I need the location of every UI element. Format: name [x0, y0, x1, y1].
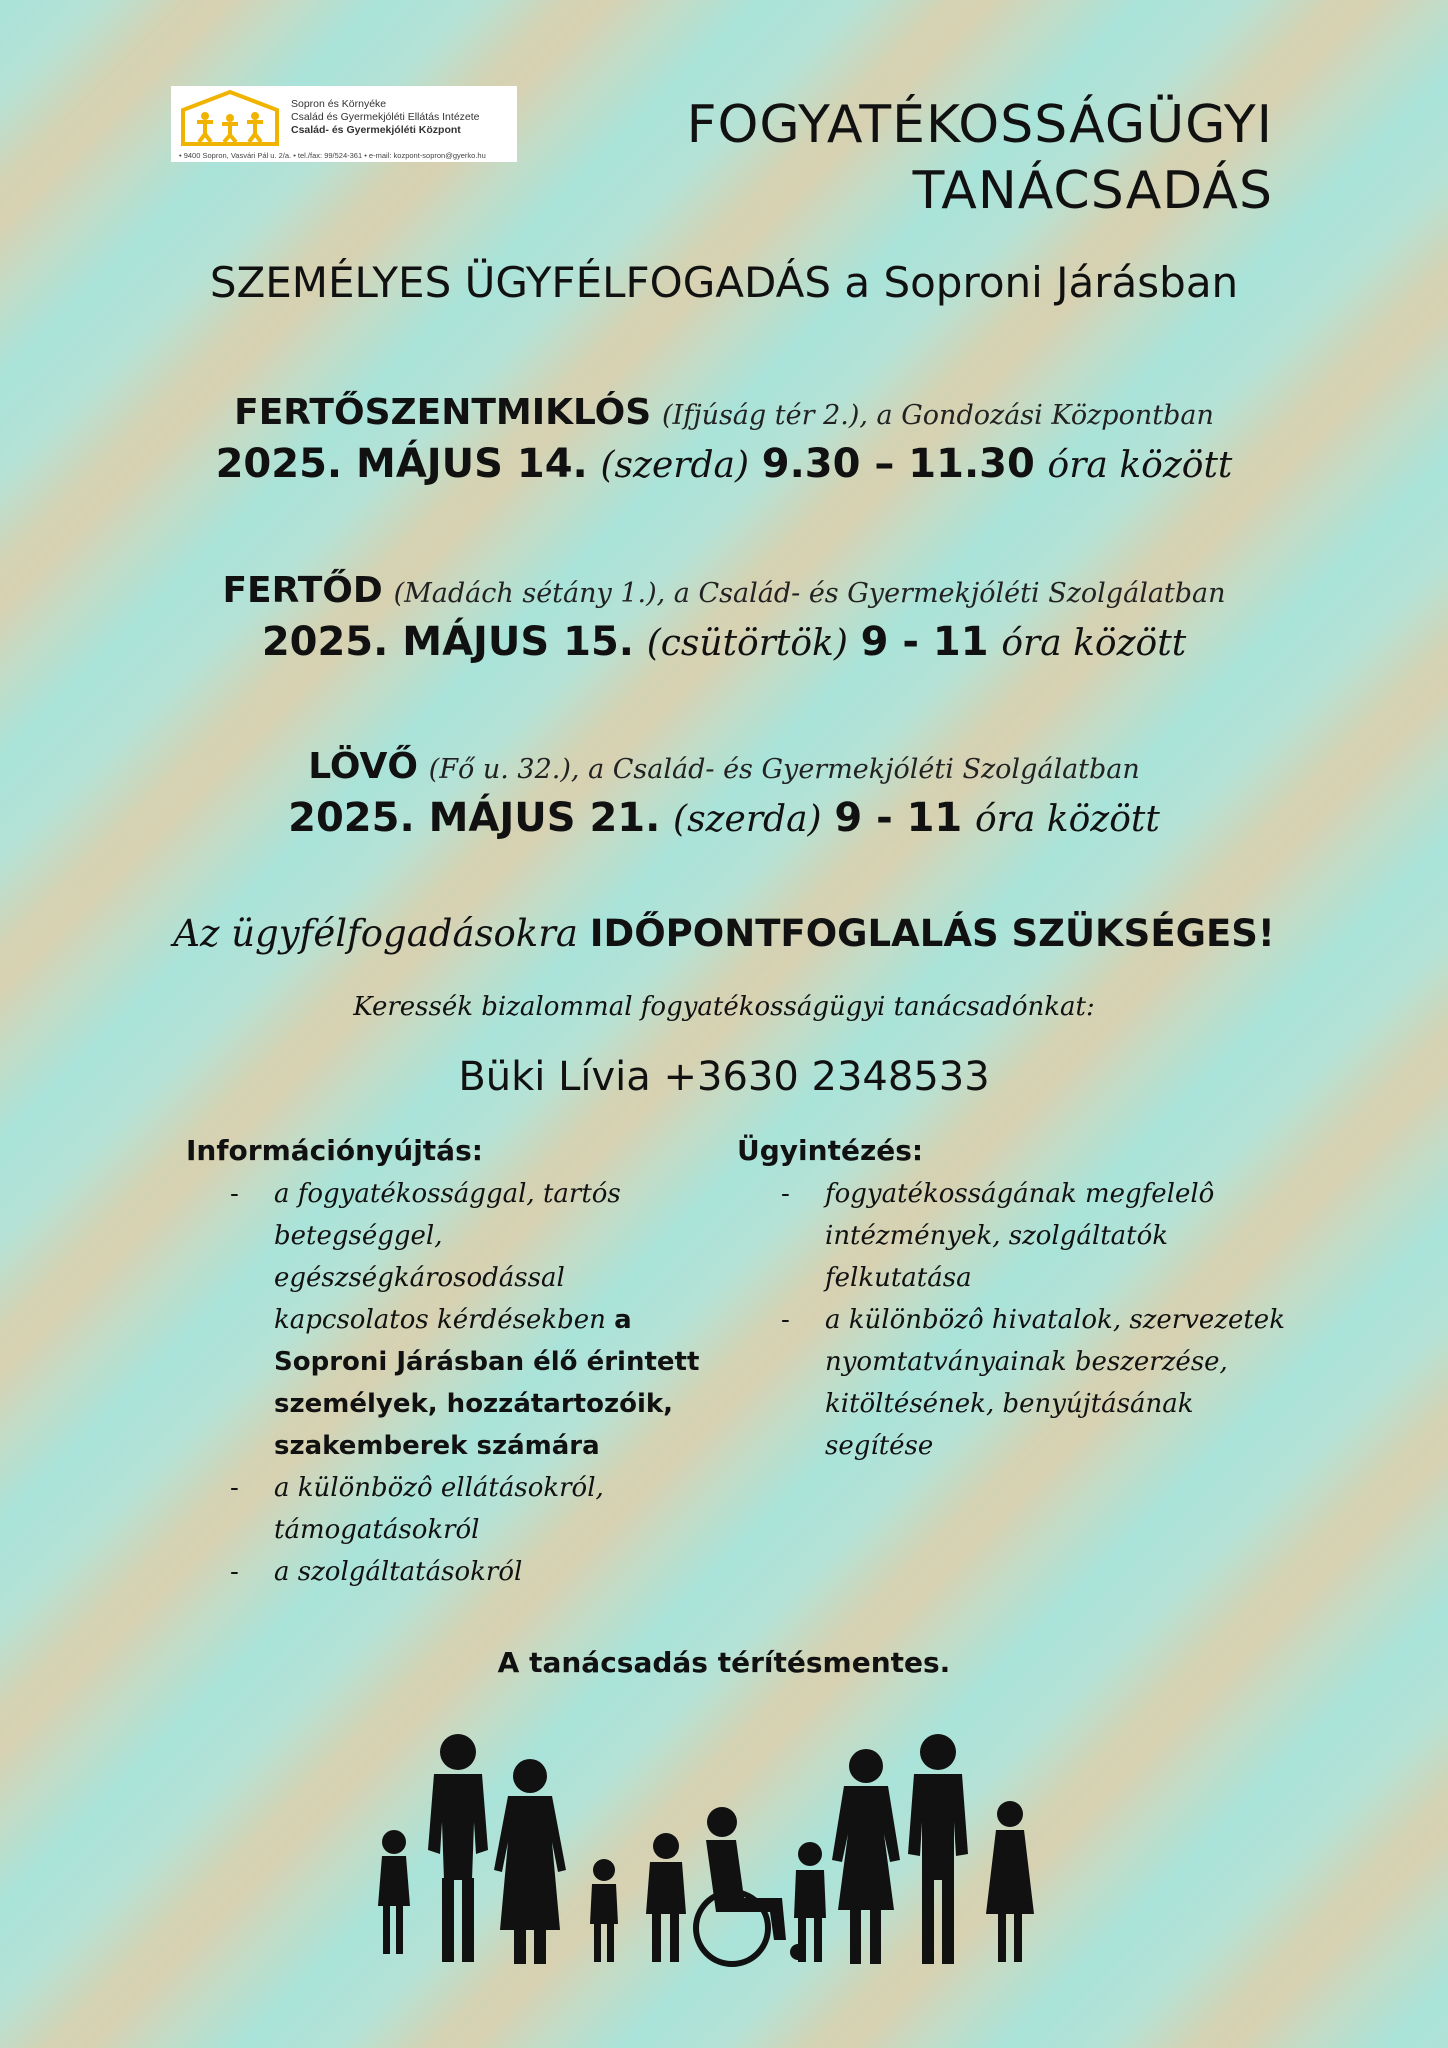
location-date: 2025. MÁJUS 14. — [215, 441, 588, 487]
info-heading: Információnyújtás: — [186, 1134, 483, 1167]
location-address: (Ifjúság tér 2.), a Gondozási Központban — [662, 400, 1214, 431]
page-title — [687, 92, 1273, 224]
logo-line-2: Család és Gyermekjóléti Ellátás Intézete — [291, 111, 480, 123]
list-item — [186, 1173, 726, 1467]
contact-phone: Büki Lívia +3630 2348533 — [458, 1054, 990, 1100]
title-line-1: FOGYATÉKOSSÁGÜGYI — [686, 95, 1273, 155]
booking-prefix: Az ügyfélfogadásokra — [173, 912, 578, 955]
house-family-logo-icon — [175, 88, 285, 148]
location-time-suffix: óra között — [1047, 445, 1233, 486]
list-item: - a különbözô hivatalok, szervezetek nyomtatványainak beszerzése, kitöltésének, benyújtásának segítése — [737, 1299, 1297, 1467]
info-item-1-bold: a Soproni Járásban élő érintett személyek, hozzátartozóik, szakemberek számára — [274, 1305, 700, 1461]
invite-text: Keressék bizalommal fogyatékosságügyi tanácsadónkat: — [353, 992, 1095, 1022]
admin-section — [737, 1134, 1297, 1467]
page-subtitle: SZEMÉLYES ÜGYFÉLFOGADÁS a Soproni Járásban — [209, 258, 1239, 307]
list-item: - a különbözô ellátásokról, támogatásokról — [186, 1467, 726, 1551]
location-weekday: (csütörtök) — [646, 623, 848, 664]
logo-line-3: Család- és Gyermekjóléti Központ — [291, 124, 461, 136]
logo-line-1: Sopron és Környéke — [291, 98, 387, 110]
location-time-suffix: óra között — [974, 799, 1160, 840]
location-weekday: (szerda) — [673, 799, 822, 840]
family-silhouettes-icon — [370, 1730, 1050, 1970]
location-time-suffix: óra között — [1001, 623, 1187, 664]
location-date: 2025. MÁJUS 21. — [288, 795, 661, 841]
info-section — [186, 1134, 726, 1593]
location-block-fertoszentmiklos — [0, 392, 1448, 487]
admin-list — [737, 1173, 1297, 1467]
location-address: (Madách sétány 1.), a Család- és Gyermekjóléti Szolgálatban — [393, 578, 1226, 609]
free-of-charge-note: A tanácsadás térítésmentes. — [497, 1646, 951, 1679]
list-item: - fogyatékosságának megfelelô intézmények, szolgáltatók felkutatása — [737, 1173, 1297, 1299]
admin-heading: Ügyintézés: — [737, 1134, 924, 1167]
location-name: LÖVŐ — [308, 746, 418, 787]
location-address: (Fő u. 32.), a Család- és Gyermekjóléti Szolgálatban — [428, 754, 1140, 785]
location-block-lovo — [0, 746, 1448, 841]
location-name: FERTŐSZENTMIKLÓS — [234, 392, 652, 433]
info-list — [186, 1173, 726, 1593]
info-item-1-text: a fogyatékossággal, tartós betegséggel, egészségkárosodással kapcsolatos kérdésekben — [274, 1179, 621, 1335]
title-line-2: TANÁCSADÁS — [912, 161, 1273, 221]
location-time: 9 - 11 — [860, 619, 989, 665]
location-weekday: (szerda) — [600, 445, 750, 486]
organization-logo — [171, 86, 517, 162]
location-date: 2025. MÁJUS 15. — [261, 619, 634, 665]
booking-notice — [0, 912, 1448, 955]
location-time: 9 - 11 — [834, 795, 963, 841]
list-item: - a szolgáltatásokról — [186, 1551, 726, 1593]
logo-footer: • 9400 Sopron, Vasvári Pál u. 2/a. • tel./fax: 99/524-361 • e-mail: kozpont-sopron@gyerko.hu — [179, 151, 486, 160]
booking-emphasis: IDŐPONTFOGLALÁS SZÜKSÉGES! — [589, 912, 1275, 955]
location-block-fertod — [0, 570, 1448, 665]
location-name: FERTŐD — [222, 570, 383, 611]
location-time: 9.30 – 11.30 — [761, 441, 1035, 487]
